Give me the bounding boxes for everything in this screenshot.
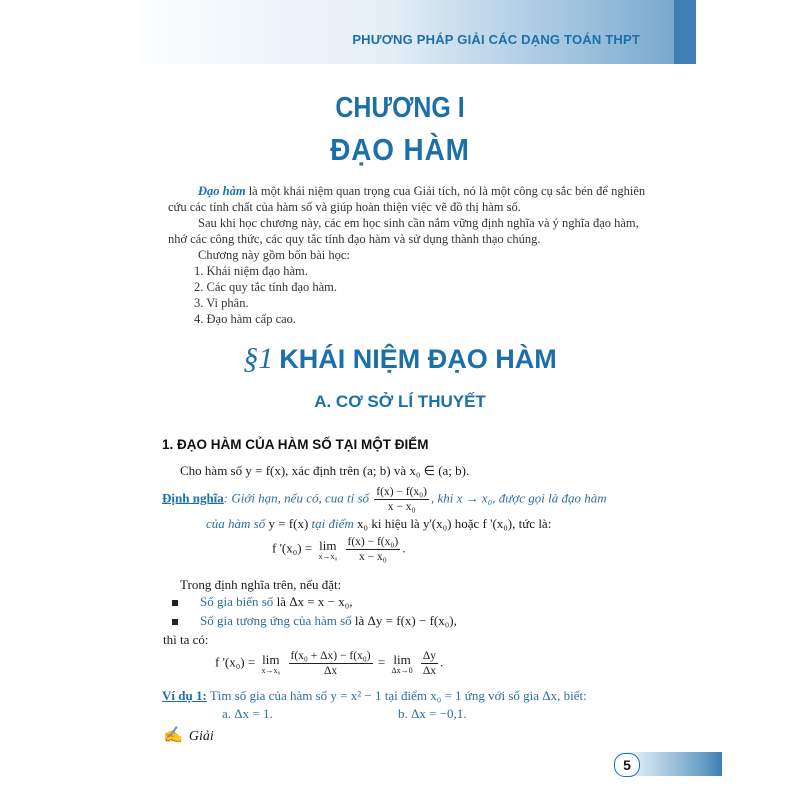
section-symbol: §1 bbox=[243, 342, 274, 375]
bullet-rest: là Δx = x − x₀, bbox=[276, 594, 353, 609]
definition-line-2 bbox=[206, 516, 551, 532]
limit-subscript: x→x₀ bbox=[261, 665, 281, 675]
lesson-item: 3. Vi phân. bbox=[194, 296, 249, 310]
formula2-numerator-1: f(x₀ + Δx) − f(x₀) bbox=[290, 650, 371, 662]
derivative-formula bbox=[272, 535, 405, 564]
solution-label: Giải bbox=[188, 729, 214, 744]
example-option-a: a. Δx = 1. bbox=[222, 706, 273, 721]
ratio-numerator: f(x) − f(x₀) bbox=[376, 486, 428, 498]
subsection-title: A. CƠ SỞ LÍ THUYẾT bbox=[314, 392, 486, 411]
bullet-marker bbox=[172, 619, 178, 625]
definition-text-6: x₀ ki hiệu là y'(x₀) hoặc f '(x₀), tức là: bbox=[357, 516, 552, 531]
formula2-fraction-1 bbox=[289, 649, 373, 678]
formula2-equals: = bbox=[377, 654, 386, 670]
example-line bbox=[162, 688, 587, 704]
formula-end: . bbox=[402, 540, 406, 556]
definition-text-2: , khi x → x₀, được gọi là đạo hàm bbox=[431, 490, 607, 506]
formula2-end: . bbox=[440, 654, 444, 670]
ratio-fraction bbox=[374, 485, 429, 514]
limit-word: lim bbox=[319, 537, 337, 553]
bullet-item bbox=[200, 594, 353, 610]
heading-1: 1. ĐẠO HÀM CỦA HÀM SỐ TẠI MỘT ĐIỂM bbox=[162, 437, 429, 452]
formula2-fraction-2 bbox=[421, 649, 438, 678]
pen-icon: ✍ bbox=[163, 727, 183, 744]
given-text: Cho hàm số y = f(x), xác định trên (a; b) và x₀ ∈ (a; b). bbox=[180, 463, 470, 478]
definition-line-1 bbox=[162, 485, 607, 514]
header-tab bbox=[674, 0, 696, 64]
formula-denominator: x − x₀ bbox=[358, 551, 387, 563]
limit-word: lim bbox=[262, 651, 280, 667]
chapter-number: CHƯƠNG I bbox=[335, 92, 465, 124]
formula2-denominator-2: Δx bbox=[422, 665, 437, 677]
definition-text-5: tại điểm bbox=[311, 516, 354, 531]
increment-formula bbox=[215, 649, 443, 678]
intro-p1: là một khái niệm quan trọng cua Giải tích, nó là một công cụ sắc bén để nghiên cứu các tính chất của hàm số và giúp hoàn thiện việc vẽ đồ thị hàm số. bbox=[168, 184, 646, 214]
in-definition-text: Trong định nghĩa trên, nếu đặt: bbox=[180, 577, 342, 592]
definition-text-4: y = f(x) bbox=[268, 516, 309, 531]
thus-text: thì ta có: bbox=[163, 632, 209, 647]
definition-text-3: của hàm số bbox=[206, 516, 266, 531]
formula2-lhs: f '(x₀) = bbox=[215, 654, 256, 670]
intro-p3: Chương này gồm bốn bài học: bbox=[198, 248, 350, 262]
example-option-b: b. Δx = −0,1. bbox=[398, 706, 467, 721]
limit-subscript: x→x₀ bbox=[318, 551, 338, 561]
chapter-title: ĐẠO HÀM bbox=[330, 132, 470, 167]
limit-subscript: Δx→0 bbox=[391, 665, 413, 675]
lesson-item: 4. Đạo hàm cấp cao. bbox=[194, 312, 297, 326]
formula-numerator: f(x) − f(x₀) bbox=[347, 536, 399, 548]
limit-operator bbox=[261, 653, 280, 675]
section-title bbox=[0, 342, 800, 376]
bullet-marker bbox=[172, 600, 178, 606]
formula-fraction bbox=[346, 535, 401, 564]
running-header: PHƯƠNG PHÁP GIẢI CÁC DẠNG TOÁN THPT bbox=[352, 32, 640, 47]
example-text: Tìm số gia của hàm số y = x² − 1 tại điểm x₀ = 1 ứng với số gia Δx, biết: bbox=[209, 688, 587, 703]
page-number: 5 bbox=[614, 753, 640, 777]
bullet-term: Số gia tương ứng của hàm số bbox=[200, 613, 352, 628]
section-title-text: KHÁI NIỆM ĐẠO HÀM bbox=[279, 344, 557, 374]
lesson-item: 2. Các quy tắc tính đạo hàm. bbox=[194, 280, 338, 294]
intro-text bbox=[168, 183, 648, 327]
definition-label: Định nghĩa bbox=[162, 490, 224, 506]
bullet-rest: là Δy = f(x) − f(x₀), bbox=[354, 613, 457, 628]
formula2-denominator-1: Δx bbox=[323, 665, 338, 677]
formula-lhs: f '(x₀) = bbox=[272, 540, 313, 556]
solution-heading bbox=[163, 725, 214, 745]
limit-word: lim bbox=[393, 651, 411, 667]
example-label: Ví dụ 1: bbox=[162, 688, 207, 703]
bullet-item bbox=[200, 613, 457, 629]
lesson-item: 1. Khái niệm đạo hàm. bbox=[194, 264, 308, 278]
limit-operator bbox=[318, 539, 337, 561]
limit-operator bbox=[391, 653, 412, 675]
definition-text-1: : Giới hạn, nếu có, cua tỉ số bbox=[223, 490, 370, 506]
formula2-numerator-2: Δy bbox=[422, 650, 437, 662]
intro-term: Đạo hàm bbox=[198, 184, 246, 198]
intro-p2: Sau khi học chương này, các em học sinh cần nắm vững định nghĩa và ý nghĩa đạo hàm, nhớ các công thức, các quy tắc tính đạo hàm và sử dụng thành thạo chúng. bbox=[168, 216, 639, 246]
ratio-denominator: x − x₀ bbox=[387, 501, 416, 513]
bullet-term: Số gia biến số bbox=[200, 594, 274, 609]
